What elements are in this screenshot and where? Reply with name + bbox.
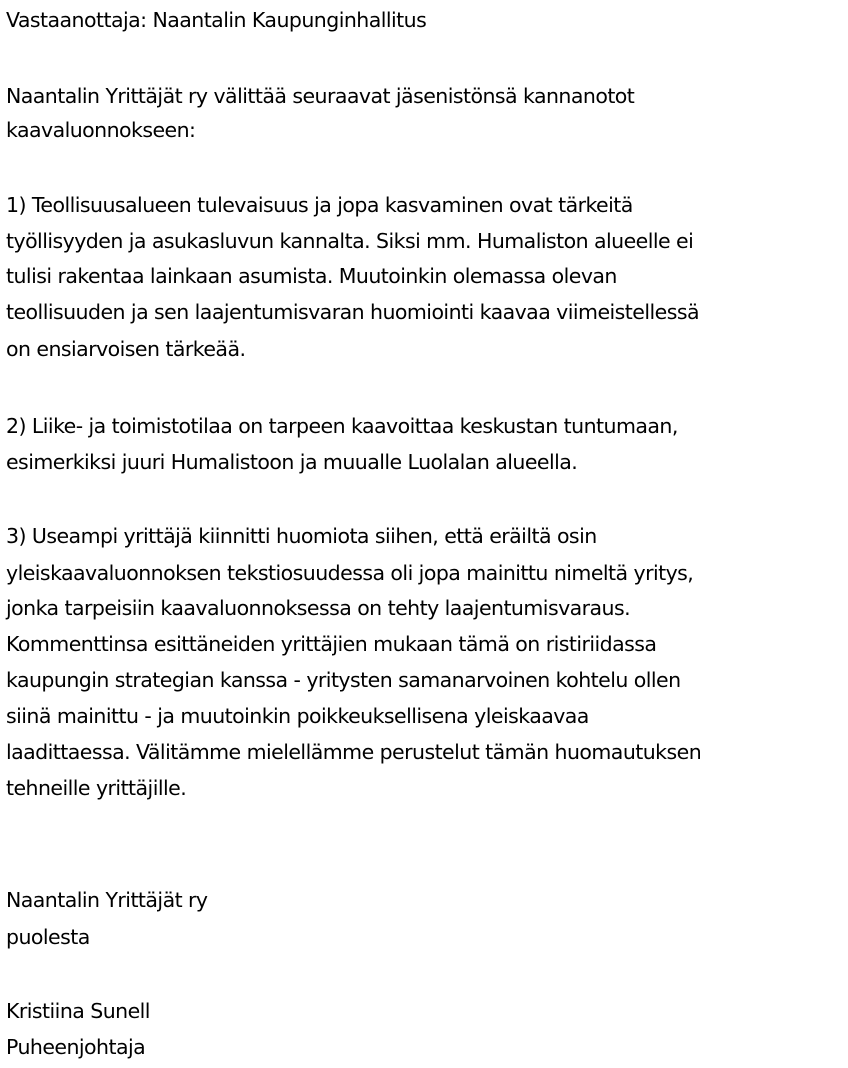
signature-title: Puheenjohtaja xyxy=(6,1035,146,1059)
point-3-line: jonka tarpeisiin kaavaluonnoksessa on tehty laajentumisvaraus. xyxy=(6,596,631,620)
signature-organization: Naantalin Yrittäjät ry xyxy=(6,888,208,912)
point-3-line: laadittaessa. Välitämme mielellämme perustelut tämän huomautuksen xyxy=(6,740,702,764)
recipient-line: Vastaanottaja: Naantalin Kaupunginhallitus xyxy=(6,8,427,32)
intro-line: Naantalin Yrittäjät ry välittää seuraavat jäsenistönsä kannanotot xyxy=(6,84,635,108)
point-2-line: esimerkiksi juuri Humalistoon ja muualle Luolalan alueella. xyxy=(6,450,578,474)
point-3-line: tehneille yrittäjille. xyxy=(6,776,187,800)
point-3-line: Kommenttinsa esittäneiden yrittäjien mukaan tämä on ristiriidassa xyxy=(6,632,657,656)
signature-name: Kristiina Sunell xyxy=(6,999,150,1023)
intro-line: kaavaluonnokseen: xyxy=(6,118,196,142)
point-3-line: siinä mainittu - ja muutoinkin poikkeuksellisena yleiskaavaa xyxy=(6,704,589,728)
point-1-line: 1) Teollisuusalueen tulevaisuus ja jopa kasvaminen ovat tärkeitä xyxy=(6,193,633,217)
point-1-line: teollisuuden ja sen laajentumisvaran huomiointi kaavaa viimeistellessä xyxy=(6,300,699,324)
point-1-line: on ensiarvoisen tärkeää. xyxy=(6,337,246,361)
point-2-line: 2) Liike- ja toimistotilaa on tarpeen kaavoittaa keskustan tuntumaan, xyxy=(6,414,678,438)
point-3-line: yleiskaavaluonnoksen tekstiosuudessa oli jopa mainittu nimeltä yritys, xyxy=(6,561,694,585)
point-3-line: kaupungin strategian kanssa - yritysten samanarvoinen kohtelu ollen xyxy=(6,668,681,692)
point-1-line: työllisyyden ja asukasluvun kannalta. Siksi mm. Humaliston alueelle ei xyxy=(6,229,694,253)
point-3-line: 3) Useampi yrittäjä kiinnitti huomiota siihen, että eräiltä osin xyxy=(6,524,597,548)
point-1-line: tulisi rakentaa lainkaan asumista. Muutoinkin olemassa olevan xyxy=(6,264,617,288)
signature-behalf: puolesta xyxy=(6,925,90,949)
